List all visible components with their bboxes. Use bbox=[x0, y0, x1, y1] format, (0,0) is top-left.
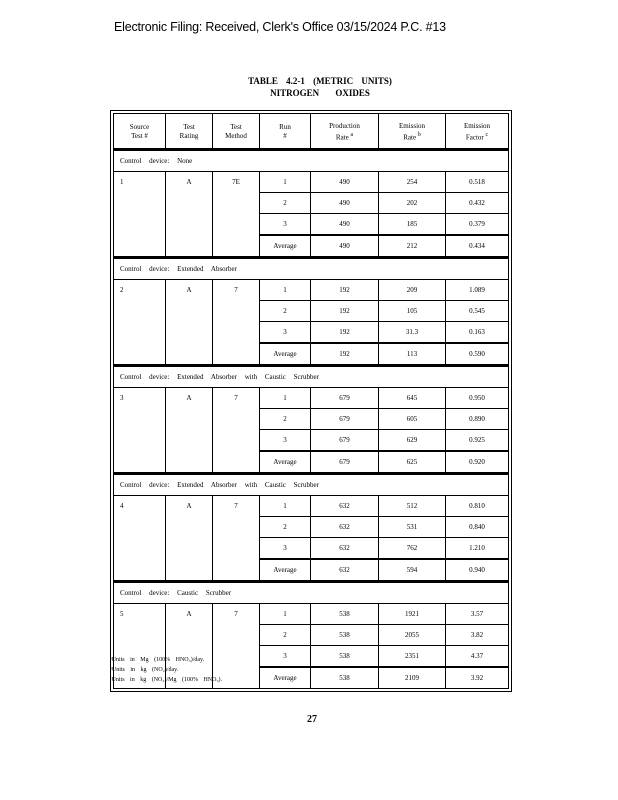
emission-rate: 2055 bbox=[379, 625, 446, 645]
source-test-number: 3 bbox=[114, 388, 166, 472]
run-number: 2 bbox=[260, 517, 311, 537]
test-rating: A bbox=[166, 388, 213, 472]
table-row bbox=[260, 430, 508, 451]
production-rate: 192 bbox=[311, 344, 379, 364]
run-number: Average bbox=[260, 344, 311, 364]
emission-rate: 113 bbox=[379, 344, 446, 364]
run-number: 2 bbox=[260, 193, 311, 213]
production-rate: 538 bbox=[311, 646, 379, 666]
table-group bbox=[114, 151, 508, 259]
production-rate: 679 bbox=[311, 452, 379, 472]
emission-rate: 531 bbox=[379, 517, 446, 537]
table-group bbox=[114, 259, 508, 367]
production-rate: 632 bbox=[311, 538, 379, 558]
emission-factor: 3.82 bbox=[470, 631, 484, 639]
emission-rate: 512 bbox=[379, 496, 446, 516]
col-emission-factor: Emission Factor $^c$ bbox=[463, 121, 491, 142]
run-number: 1 bbox=[260, 280, 311, 300]
emission-factor: 0.890 bbox=[469, 415, 485, 423]
table-row bbox=[260, 280, 508, 301]
test-rating: A bbox=[166, 496, 213, 580]
table-row bbox=[260, 388, 508, 409]
production-rate: 490 bbox=[311, 236, 379, 256]
production-rate: 679 bbox=[311, 388, 379, 408]
emission-factor: 3.92 bbox=[470, 674, 484, 682]
test-method: 7E bbox=[213, 172, 260, 256]
emission-factor: 0.920 bbox=[469, 458, 485, 466]
test-rating: A bbox=[166, 280, 213, 364]
footnote: ᵇUnits in kg (NO₂)/day. bbox=[110, 667, 179, 673]
emission-factor: 0.950 bbox=[469, 394, 485, 402]
production-rate: 490 bbox=[311, 172, 379, 192]
average-row bbox=[260, 559, 508, 580]
production-rate: 490 bbox=[311, 193, 379, 213]
col-test-method: Test Method bbox=[213, 114, 260, 148]
emission-factor: 0.432 bbox=[469, 199, 485, 207]
emission-rate: 202 bbox=[379, 193, 446, 213]
run-number: 3 bbox=[260, 538, 311, 558]
emission-rate: 645 bbox=[379, 388, 446, 408]
emission-rate: 2351 bbox=[379, 646, 446, 666]
table-row bbox=[260, 538, 508, 559]
run-number: Average bbox=[260, 560, 311, 580]
production-rate: 490 bbox=[311, 214, 379, 234]
table-row bbox=[260, 301, 508, 322]
table-group bbox=[114, 475, 508, 583]
emission-rate: 2109 bbox=[379, 668, 446, 688]
emission-factor: 0.434 bbox=[469, 242, 485, 250]
table-row bbox=[260, 496, 508, 517]
emission-factor: 4.37 bbox=[470, 652, 484, 660]
test-rating: A bbox=[166, 604, 213, 688]
emission-rate: 605 bbox=[379, 409, 446, 429]
table-title: TABLE 4.2-1 (METRIC UNITS) bbox=[248, 76, 392, 86]
run-number: 3 bbox=[260, 646, 311, 666]
emission-rate: 212 bbox=[379, 236, 446, 256]
test-method: 7 bbox=[213, 604, 260, 688]
average-row bbox=[260, 235, 508, 256]
source-test-number: 5 bbox=[114, 604, 166, 688]
test-method: 7 bbox=[213, 280, 260, 364]
run-number: Average bbox=[260, 668, 311, 688]
control-device-label: Control device: Extended Absorber with Caustic Scrubber bbox=[114, 367, 508, 388]
page-number: 27 bbox=[307, 714, 317, 725]
emission-factor: 0.163 bbox=[469, 328, 485, 336]
production-rate: 192 bbox=[311, 322, 379, 342]
production-rate: 192 bbox=[311, 280, 379, 300]
control-device-label: Control device: Extended Absorber bbox=[114, 259, 508, 280]
emission-factor: 0.810 bbox=[469, 502, 485, 510]
table-row bbox=[260, 409, 508, 430]
footnote: ᵃUnits in Mg (100% HNO₃)/day. bbox=[110, 657, 205, 663]
test-method: 7 bbox=[213, 388, 260, 472]
emission-rate: 209 bbox=[379, 280, 446, 300]
table-row bbox=[260, 646, 508, 667]
table-row bbox=[260, 193, 508, 214]
table-body bbox=[114, 151, 508, 688]
run-number: 1 bbox=[260, 604, 311, 624]
average-row bbox=[260, 451, 508, 472]
filing-header: Electronic Filing: Received, Clerk's Office 03/15/2024 P.C. #13 bbox=[114, 20, 446, 34]
emission-factor: 0.925 bbox=[469, 436, 485, 444]
emission-factor: 1.089 bbox=[469, 286, 485, 294]
production-rate: 192 bbox=[311, 301, 379, 321]
emission-rate: 105 bbox=[379, 301, 446, 321]
emission-rate: 1921 bbox=[379, 604, 446, 624]
run-number: Average bbox=[260, 452, 311, 472]
production-rate: 538 bbox=[311, 604, 379, 624]
emission-factor: 1.210 bbox=[469, 544, 485, 552]
table-row bbox=[260, 517, 508, 538]
test-rating: A bbox=[166, 172, 213, 256]
average-row bbox=[260, 343, 508, 364]
emission-factor: 0.590 bbox=[469, 350, 485, 358]
emission-rate: 625 bbox=[379, 452, 446, 472]
footnote: ᶜUnits in kg (NO₂)/Mg (100% HNO₃). bbox=[110, 677, 223, 683]
run-number: Average bbox=[260, 236, 311, 256]
table-header-row bbox=[114, 114, 508, 151]
emission-factor: 0.840 bbox=[469, 523, 485, 531]
run-number: 1 bbox=[260, 388, 311, 408]
footnotes bbox=[110, 655, 222, 685]
table-row bbox=[260, 214, 508, 235]
control-device-label: Control device: Caustic Scrubber bbox=[114, 583, 508, 604]
control-device-label: Control device: Extended Absorber with Caustic Scrubber bbox=[114, 475, 508, 496]
table-row bbox=[260, 604, 508, 625]
run-number: 1 bbox=[260, 496, 311, 516]
emission-factor: 0.940 bbox=[469, 566, 485, 574]
production-rate: 538 bbox=[311, 625, 379, 645]
col-production-rate: Production Rate $^a$ bbox=[311, 114, 379, 148]
source-test-number: 2 bbox=[114, 280, 166, 364]
table-row bbox=[260, 172, 508, 193]
average-row bbox=[260, 667, 508, 688]
production-rate: 679 bbox=[311, 409, 379, 429]
emissions-table bbox=[110, 110, 512, 692]
emission-factor: 0.518 bbox=[469, 178, 485, 186]
emission-factor: 0.379 bbox=[469, 220, 485, 228]
run-number: 2 bbox=[260, 301, 311, 321]
col-test-rating: Test Rating bbox=[166, 114, 213, 148]
production-rate: 679 bbox=[311, 430, 379, 450]
test-method: 7 bbox=[213, 496, 260, 580]
col-emission-rate: Emission Rate $^b$ bbox=[379, 114, 446, 148]
control-device-label: Control device: None bbox=[114, 151, 508, 172]
production-rate: 632 bbox=[311, 560, 379, 580]
emission-rate: 629 bbox=[379, 430, 446, 450]
emission-rate: 185 bbox=[379, 214, 446, 234]
table-row bbox=[260, 625, 508, 646]
run-number: 2 bbox=[260, 625, 311, 645]
emission-rate: 254 bbox=[379, 172, 446, 192]
table-group bbox=[114, 367, 508, 475]
table-row bbox=[260, 322, 508, 343]
source-test-number: 4 bbox=[114, 496, 166, 580]
emission-rate: 594 bbox=[379, 560, 446, 580]
emission-rate: 762 bbox=[379, 538, 446, 558]
source-test-number: 1 bbox=[114, 172, 166, 256]
run-number: 2 bbox=[260, 409, 311, 429]
col-run: Run # bbox=[260, 114, 311, 148]
run-number: 1 bbox=[260, 172, 311, 192]
production-rate: 632 bbox=[311, 496, 379, 516]
run-number: 3 bbox=[260, 214, 311, 234]
col-source-test: Source Test # bbox=[114, 114, 166, 148]
production-rate: 538 bbox=[311, 668, 379, 688]
production-rate: 632 bbox=[311, 517, 379, 537]
emission-factor: 0.545 bbox=[469, 307, 485, 315]
table-subtitle: NITROGEN OXIDES bbox=[270, 88, 370, 98]
run-number: 3 bbox=[260, 430, 311, 450]
emission-rate: 31.3 bbox=[379, 322, 446, 342]
run-number: 3 bbox=[260, 322, 311, 342]
emission-factor: 3.57 bbox=[470, 610, 484, 618]
